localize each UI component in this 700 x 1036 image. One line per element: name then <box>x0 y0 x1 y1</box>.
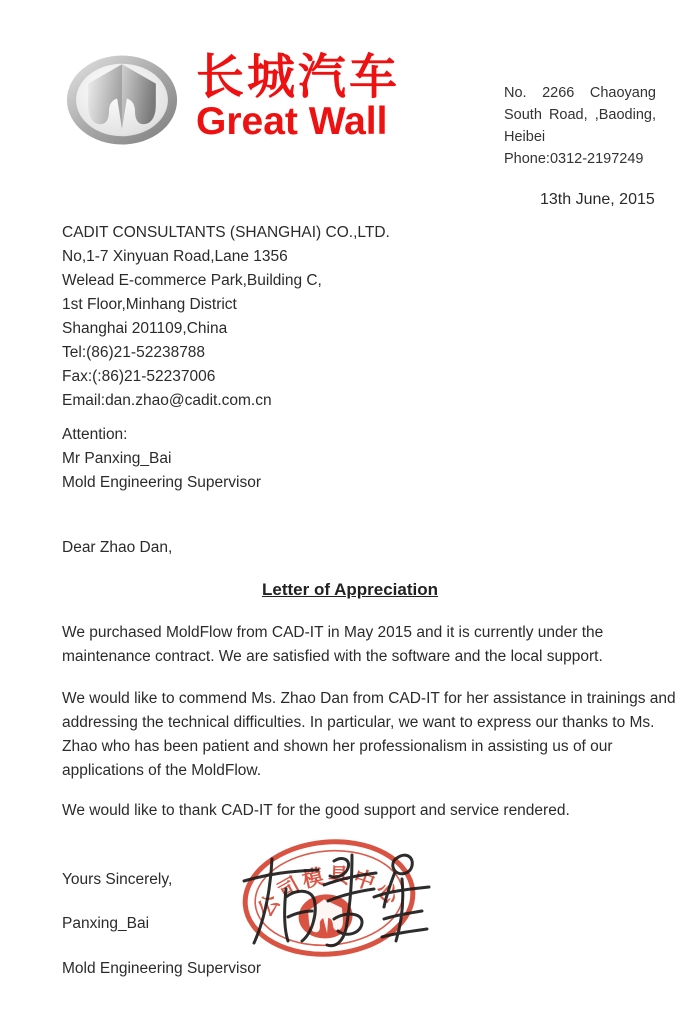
recipient-building: Welead E-commerce Park,Building C, <box>62 272 322 289</box>
recipient-address <box>62 221 390 413</box>
paragraph-2-line: We would like to commend Ms. Zhao Dan from CAD-IT for her assistance in trainings and <box>62 690 676 707</box>
sender-address-line-1: No. 2266 Chaoyang <box>504 85 656 101</box>
paragraph-3-line: We would like to thank CAD-IT for the good support and service rendered. <box>62 802 570 819</box>
signer-role: Mold Engineering Supervisor <box>62 960 262 977</box>
brand-english-name: Great Wall <box>196 100 388 143</box>
recipient-fax: Fax:(:86)21-52237006 <box>62 368 216 385</box>
paragraph-1-line: We purchased MoldFlow from CAD-IT in May 2015 and it is currently under the <box>62 624 604 641</box>
signer-name: Panxing_Bai <box>62 915 150 932</box>
recipient-street: No,1-7 Xinyuan Road,Lane 1356 <box>62 248 288 265</box>
recipient-floor: 1st Floor,Minhang District <box>62 296 237 313</box>
brand-chinese-name: 长城汽车 <box>196 51 401 104</box>
valediction: Yours Sincerely, <box>62 871 173 888</box>
sender-address <box>504 82 656 170</box>
sender-address-line-2: South Road, ,Baoding, <box>504 107 656 123</box>
sender-phone: Phone:0312-2197249 <box>504 151 644 167</box>
recipient-city: Shanghai 201109,China <box>62 320 228 337</box>
paragraph-2-line: Zhao who has been patient and shown her professionalism in assisting us of our <box>62 738 613 755</box>
paragraph-1-line: maintenance contract. We are satisfied with the software and the local support. <box>62 648 603 665</box>
attention-block <box>62 423 261 495</box>
salutation: Dear Zhao Dan, <box>62 539 173 556</box>
letter-title: Letter of Appreciation <box>262 580 438 599</box>
recipient-company: CADIT CONSULTANTS (SHANGHAI) CO.,LTD. <box>62 224 390 241</box>
stamp-arc-text: 公司模具中心 <box>253 864 405 922</box>
paragraph-3 <box>62 799 570 823</box>
paragraph-2 <box>62 687 676 783</box>
handwritten-signature <box>238 845 438 957</box>
paragraph-2-line: addressing the technical difficulties. In particular, we want to express our thanks to Ms. <box>62 714 655 731</box>
recipient-email: Email:dan.zhao@cadit.com.cn <box>62 392 272 409</box>
attention-label: Attention: <box>62 426 128 443</box>
attention-name: Mr Panxing_Bai <box>62 450 172 467</box>
paragraph-2-line: applications of the MoldFlow. <box>62 762 262 779</box>
sender-address-line-3: Heibei <box>504 129 546 145</box>
great-wall-logo-icon <box>64 50 180 150</box>
recipient-tel: Tel:(86)21-52238788 <box>62 344 206 361</box>
letter-date: 13th June, 2015 <box>540 191 655 208</box>
attention-title: Mold Engineering Supervisor <box>62 474 262 491</box>
paragraph-1 <box>62 621 603 669</box>
